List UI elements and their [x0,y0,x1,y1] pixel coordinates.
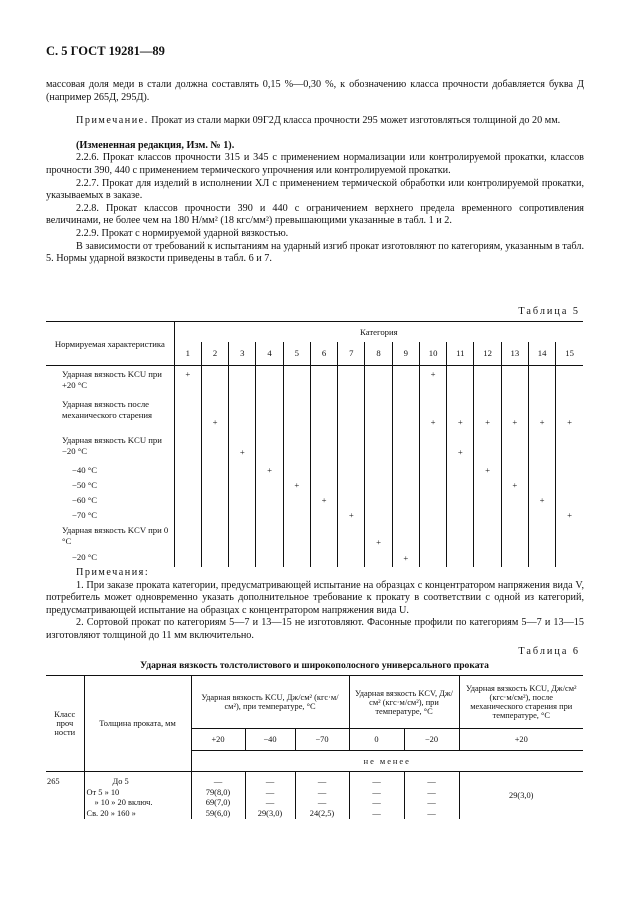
t5-mark-12: + [474,396,501,432]
t5-row [46,507,583,522]
t5-mark-15: + [556,396,583,432]
t6-temp-kcu-plus20: +20 [191,729,245,751]
para-2-2-8: 2.2.8. Прокат классов прочности 390 и 440 с ограничением верхнего предела временного сопротивления величинами, не более чем на 180 Н/мм² (18 кгс/мм²) превышающими указанные в табл. 1 и 2. [46,202,584,227]
t5-mark-14 [528,432,555,462]
t5-mark-9 [392,507,419,522]
t6-kcu40-value: 29(3,0) [257,808,283,818]
t5-mark-4 [256,549,283,567]
t5-category-4: 4 [256,342,283,366]
t5-mark-3: + [229,432,256,462]
t5-mark-6 [310,477,337,492]
t5-mark-12 [474,522,501,549]
t5-mark-2 [201,477,228,492]
t5-mark-1 [174,432,201,462]
t6-kcu70-value: 24(2,5) [309,808,335,818]
table6-title: Ударная вязкость толстолистового и широкополосного универсального проката [140,660,489,671]
t5-mark-13 [501,507,528,522]
t5-mark-1 [174,396,201,432]
t5-mark-13: + [501,396,528,432]
t5-mark-9 [392,492,419,507]
t6-temp-kcv-0: 0 [349,729,404,751]
body-text [46,79,584,266]
t5-mark-14: + [528,492,555,507]
t5-mark-4 [256,432,283,462]
t5-mark-4 [256,522,283,549]
t5-mark-3 [229,366,256,396]
t5-mark-10: + [419,396,446,432]
t6-aged-value: 29(3,0) [459,772,583,820]
t5-row-label: Ударная вязкость после механического старения [62,398,153,420]
t6-kcv20-value: — [427,808,436,818]
t5-mark-10 [419,462,446,477]
t5-mark-6 [310,549,337,567]
t5-mark-7 [338,522,365,549]
t5-category-12: 12 [474,342,501,366]
t6-kcv20-cell [404,772,459,820]
t5-mark-13 [501,432,528,462]
t5-row-label: −50 °С [72,479,98,490]
t5-category-13: 13 [501,342,528,366]
t5-mark-4 [256,396,283,432]
t5-mark-7 [338,432,365,462]
notes5-item-1: 1. При заказе проката категории, предусматривающей испытание на образцах с концентратором напряжения вида V, потребитель может одновременно указать дополнительное требование к прокату в соответствии с одной из категорий, предусматривающей испытание на образцах с концентратором напряжения вида U. [46,579,584,616]
t6-kcv0-value: — [372,808,381,818]
t5-mark-12 [474,477,501,492]
t5-mark-3 [229,549,256,567]
t6-kcv0-value: — [372,798,381,807]
t5-mark-12 [474,549,501,567]
t5-mark-11 [447,366,474,396]
t5-mark-11 [447,462,474,477]
t5-row-label: −40 °С [72,464,98,475]
t5-mark-15 [556,522,583,549]
t5-mark-5 [283,366,310,396]
t6-thick-row: До 5 [112,777,129,786]
t5-category-14: 14 [528,342,555,366]
t5-mark-15 [556,549,583,567]
notes5-item-2: 2. Сортовой прокат по категориям 5—7 и 13—15 не изготовляют. Фасонные профили по категориям 5—7 и 13—15 изготовляют толщиной до 11 мм включительно. [46,617,584,641]
t5-mark-3 [229,477,256,492]
t5-mark-10 [419,432,446,462]
t5-mark-7 [338,549,365,567]
t6-temp-kcu-minus70: −70 [295,729,349,751]
t5-mark-5 [283,462,310,477]
t5-mark-4 [256,366,283,396]
t6-kcu40-cell [245,772,295,820]
t6-thick-row: » 10 » 20 включ. [94,798,153,807]
t5-category-1: 1 [174,342,201,366]
t5-mark-10 [419,492,446,507]
t5-mark-12 [474,492,501,507]
t6-kcu20-value: 79(8,0) [205,787,231,797]
t6-temp-kcu-minus40: −40 [245,729,295,751]
t5-category-9: 9 [392,342,419,366]
t5-mark-13 [501,366,528,396]
t5-row [46,462,583,477]
t5-row-label: −60 °С [72,494,98,505]
t5-mark-8 [365,549,392,567]
t5-mark-8 [365,396,392,432]
t5-mark-11 [447,522,474,549]
para-2-2-7: 2.2.7. Прокат для изделий в исполнении ХЛ с применением термической обработки или контролируемой прокатки, указываемых в заказе. [46,177,584,202]
t6-kcu40-value: — [265,787,275,797]
t6-kcv20-value: — [427,777,436,786]
t6-kcu70-value: — [317,777,327,786]
t5-mark-2 [201,549,228,567]
t5-mark-6 [310,366,337,396]
t5-mark-6 [310,396,337,432]
t6-kcv20-value: — [427,798,436,807]
t5-row [46,522,583,549]
t5-mark-6 [310,507,337,522]
t5-row [46,366,583,396]
t5-mark-9 [392,522,419,549]
t5-mark-12: + [474,462,501,477]
t5-mark-13 [501,549,528,567]
t5-mark-14 [528,507,555,522]
t5-row-label: Ударная вязкость KCU при −20 °С [62,434,162,456]
table-5 [46,321,583,567]
t5-mark-5 [283,507,310,522]
t6-head-kcv: Ударная вязкость KCV, Дж/см² (кгс·м/см²), при температуре, °С [349,676,459,729]
t5-mark-13 [501,462,528,477]
t6-kcu70-cell [295,772,349,820]
categories-paragraph: В зависимости от требований к испытаниям на ударный изгиб прокат изготовляют по категориям, указанным в табл. 5. Нормы ударной вязкости приведены в табл. 6 и 7. [46,240,584,265]
table6-caption: Таблица 6 [518,646,580,657]
t5-mark-3 [229,492,256,507]
t5-mark-9 [392,396,419,432]
t5-mark-5 [283,522,310,549]
t5-mark-5 [283,492,310,507]
t6-head-class: Класс проч ности [46,676,84,772]
t5-mark-13 [501,522,528,549]
t5-mark-6 [310,432,337,462]
t5-mark-1 [174,549,201,567]
t6-thick-row: Св. 20 » 160 » [86,808,136,818]
t5-category-8: 8 [365,342,392,366]
t5-mark-7 [338,396,365,432]
t5-mark-7 [338,462,365,477]
t5-mark-7 [338,492,365,507]
t5-mark-11 [447,507,474,522]
t5-mark-8 [365,462,392,477]
t5-mark-10: + [419,366,446,396]
t5-mark-9 [392,432,419,462]
t5-mark-1 [174,462,201,477]
t6-kcu40-value: — [265,777,275,786]
t5-mark-8 [365,366,392,396]
t5-mark-7 [338,366,365,396]
t5-category-7: 7 [338,342,365,366]
t5-mark-3 [229,396,256,432]
para-2-2-9: 2.2.9. Прокат с нормируемой ударной вязкостью. [76,227,289,239]
t5-mark-12 [474,432,501,462]
t5-row [46,477,583,492]
t5-mark-8 [365,432,392,462]
t5-row [46,432,583,462]
t6-temp-aged-plus20: +20 [459,729,583,751]
t5-mark-7 [338,477,365,492]
t5-mark-2 [201,492,228,507]
t6-kcu40-value: — [265,798,275,807]
t5-mark-5 [283,396,310,432]
t5-category-5: 5 [283,342,310,366]
t5-mark-15: + [556,507,583,522]
t5-mark-2 [201,432,228,462]
t5-row-label: Ударная вязкость KCU при +20 °С [62,369,162,390]
t5-mark-5 [283,549,310,567]
t5-mark-1 [174,492,201,507]
t6-kcv0-value: — [372,787,381,797]
table5-caption: Таблица 5 [518,306,580,317]
t6-not-less: не менее [191,751,583,772]
t5-mark-6 [310,462,337,477]
t5-mark-5 [283,432,310,462]
t6-kcu20-value: 59(6,0) [205,808,231,818]
t5-mark-2: + [201,396,228,432]
t5-row [46,549,583,567]
t5-mark-11 [447,549,474,567]
t6-kcv20-value: — [427,787,436,797]
t5-mark-4: + [256,462,283,477]
t5-mark-4 [256,507,283,522]
t5-mark-7: + [338,507,365,522]
t6-kcu70-value: — [317,798,327,807]
t6-head-thickness: Толщина проката, мм [84,676,191,772]
t5-mark-13: + [501,477,528,492]
t5-mark-4 [256,477,283,492]
t5-row [46,492,583,507]
t5-mark-14 [528,549,555,567]
t6-kcv0-cell [349,772,404,820]
t5-head-category: Категория [174,322,583,342]
note-label: Примечание. [76,115,149,127]
page-header: С. 5 ГОСТ 19281—89 [46,44,165,58]
t5-mark-15 [556,462,583,477]
t5-mark-6 [310,522,337,549]
t6-kcu70-value: — [317,787,327,797]
t5-mark-3 [229,507,256,522]
t5-mark-4 [256,492,283,507]
t5-mark-8: + [365,522,392,549]
t6-head-kcu: Ударная вязкость KCU, Дж/см² (кгс·м/см²), при температуре, °С [191,676,349,729]
t6-kcu20-value: — [213,777,223,786]
t5-mark-9 [392,477,419,492]
t5-mark-11 [447,492,474,507]
t5-mark-11: + [447,396,474,432]
t5-mark-12 [474,507,501,522]
t6-thickness-cell [84,772,191,820]
t5-mark-14: + [528,396,555,432]
t5-mark-2 [201,366,228,396]
t5-category-10: 10 [419,342,446,366]
table5-notes [46,567,584,643]
t5-row-label: −70 °С [72,509,98,520]
t5-mark-5: + [283,477,310,492]
t6-temp-kcv-minus20: −20 [404,729,459,751]
t5-mark-14 [528,366,555,396]
t5-row [46,396,583,432]
t5-mark-11: + [447,432,474,462]
t5-mark-6: + [310,492,337,507]
t6-class-265: 265 [47,777,60,786]
t5-mark-14 [528,477,555,492]
t5-mark-15 [556,477,583,492]
t5-mark-8 [365,507,392,522]
t5-row-label: −20 °С [72,551,98,562]
t5-category-2: 2 [201,342,228,366]
table-6 [46,675,583,819]
t5-mark-10 [419,507,446,522]
t5-mark-2 [201,522,228,549]
para-2-2-6: 2.2.6. Прокат классов прочности 315 и 345 с применением нормализации или контролируемой прокатки, классов прочности 390, 440 с применением термического упрочнения или контролируемой прокатки. [46,152,584,176]
t5-mark-8 [365,492,392,507]
t5-category-11: 11 [447,342,474,366]
t6-kcv0-value: — [372,777,381,786]
t5-mark-1 [174,477,201,492]
t5-mark-14 [528,462,555,477]
t5-mark-8 [365,477,392,492]
t5-mark-15 [556,366,583,396]
t5-mark-11 [447,477,474,492]
t6-kcu20-value: 69(7,0) [205,798,231,807]
t5-mark-2 [201,462,228,477]
t6-thick-row: От 5 » 10 [86,787,120,797]
t6-kcu20-cell [191,772,245,820]
t5-mark-1 [174,522,201,549]
t5-category-6: 6 [310,342,337,366]
t5-mark-14 [528,522,555,549]
t5-mark-13 [501,492,528,507]
t5-mark-9 [392,366,419,396]
t5-mark-12 [474,366,501,396]
t5-mark-1 [174,507,201,522]
t5-mark-9 [392,462,419,477]
t5-mark-10 [419,522,446,549]
intro-paragraph: массовая доля меди в стали должна составлять 0,15 %—0,30 %, к обозначению класса прочности добавляется буква Д (например 265Д, 295Д). [46,79,584,103]
t5-mark-10 [419,549,446,567]
t5-mark-3 [229,462,256,477]
t5-mark-2 [201,507,228,522]
notes5-label: Примечания: [76,567,150,578]
t5-mark-15 [556,492,583,507]
t5-mark-15 [556,432,583,462]
t5-row-label: Ударная вязкость KCV при 0 °С [62,524,169,546]
edition-note: (Измененная редакция, Изм. № 1). [76,139,235,151]
t5-category-15: 15 [556,342,583,366]
note-text: Прокат из стали марки 09Г2Д класса прочности 295 может изготовляться толщиной до 20 мм. [148,115,561,127]
note-paragraph [46,115,584,128]
t5-mark-3 [229,522,256,549]
t5-mark-10 [419,477,446,492]
t5-mark-1: + [174,366,201,396]
t5-mark-9: + [392,549,419,567]
t5-category-3: 3 [229,342,256,366]
t6-head-aged: Ударная вязкость KCU, Дж/см² (кгс·м/см²), после механического старения при температуре, °С [459,676,583,729]
t5-head-characteristic: Нормируемая характеристика [46,322,174,366]
